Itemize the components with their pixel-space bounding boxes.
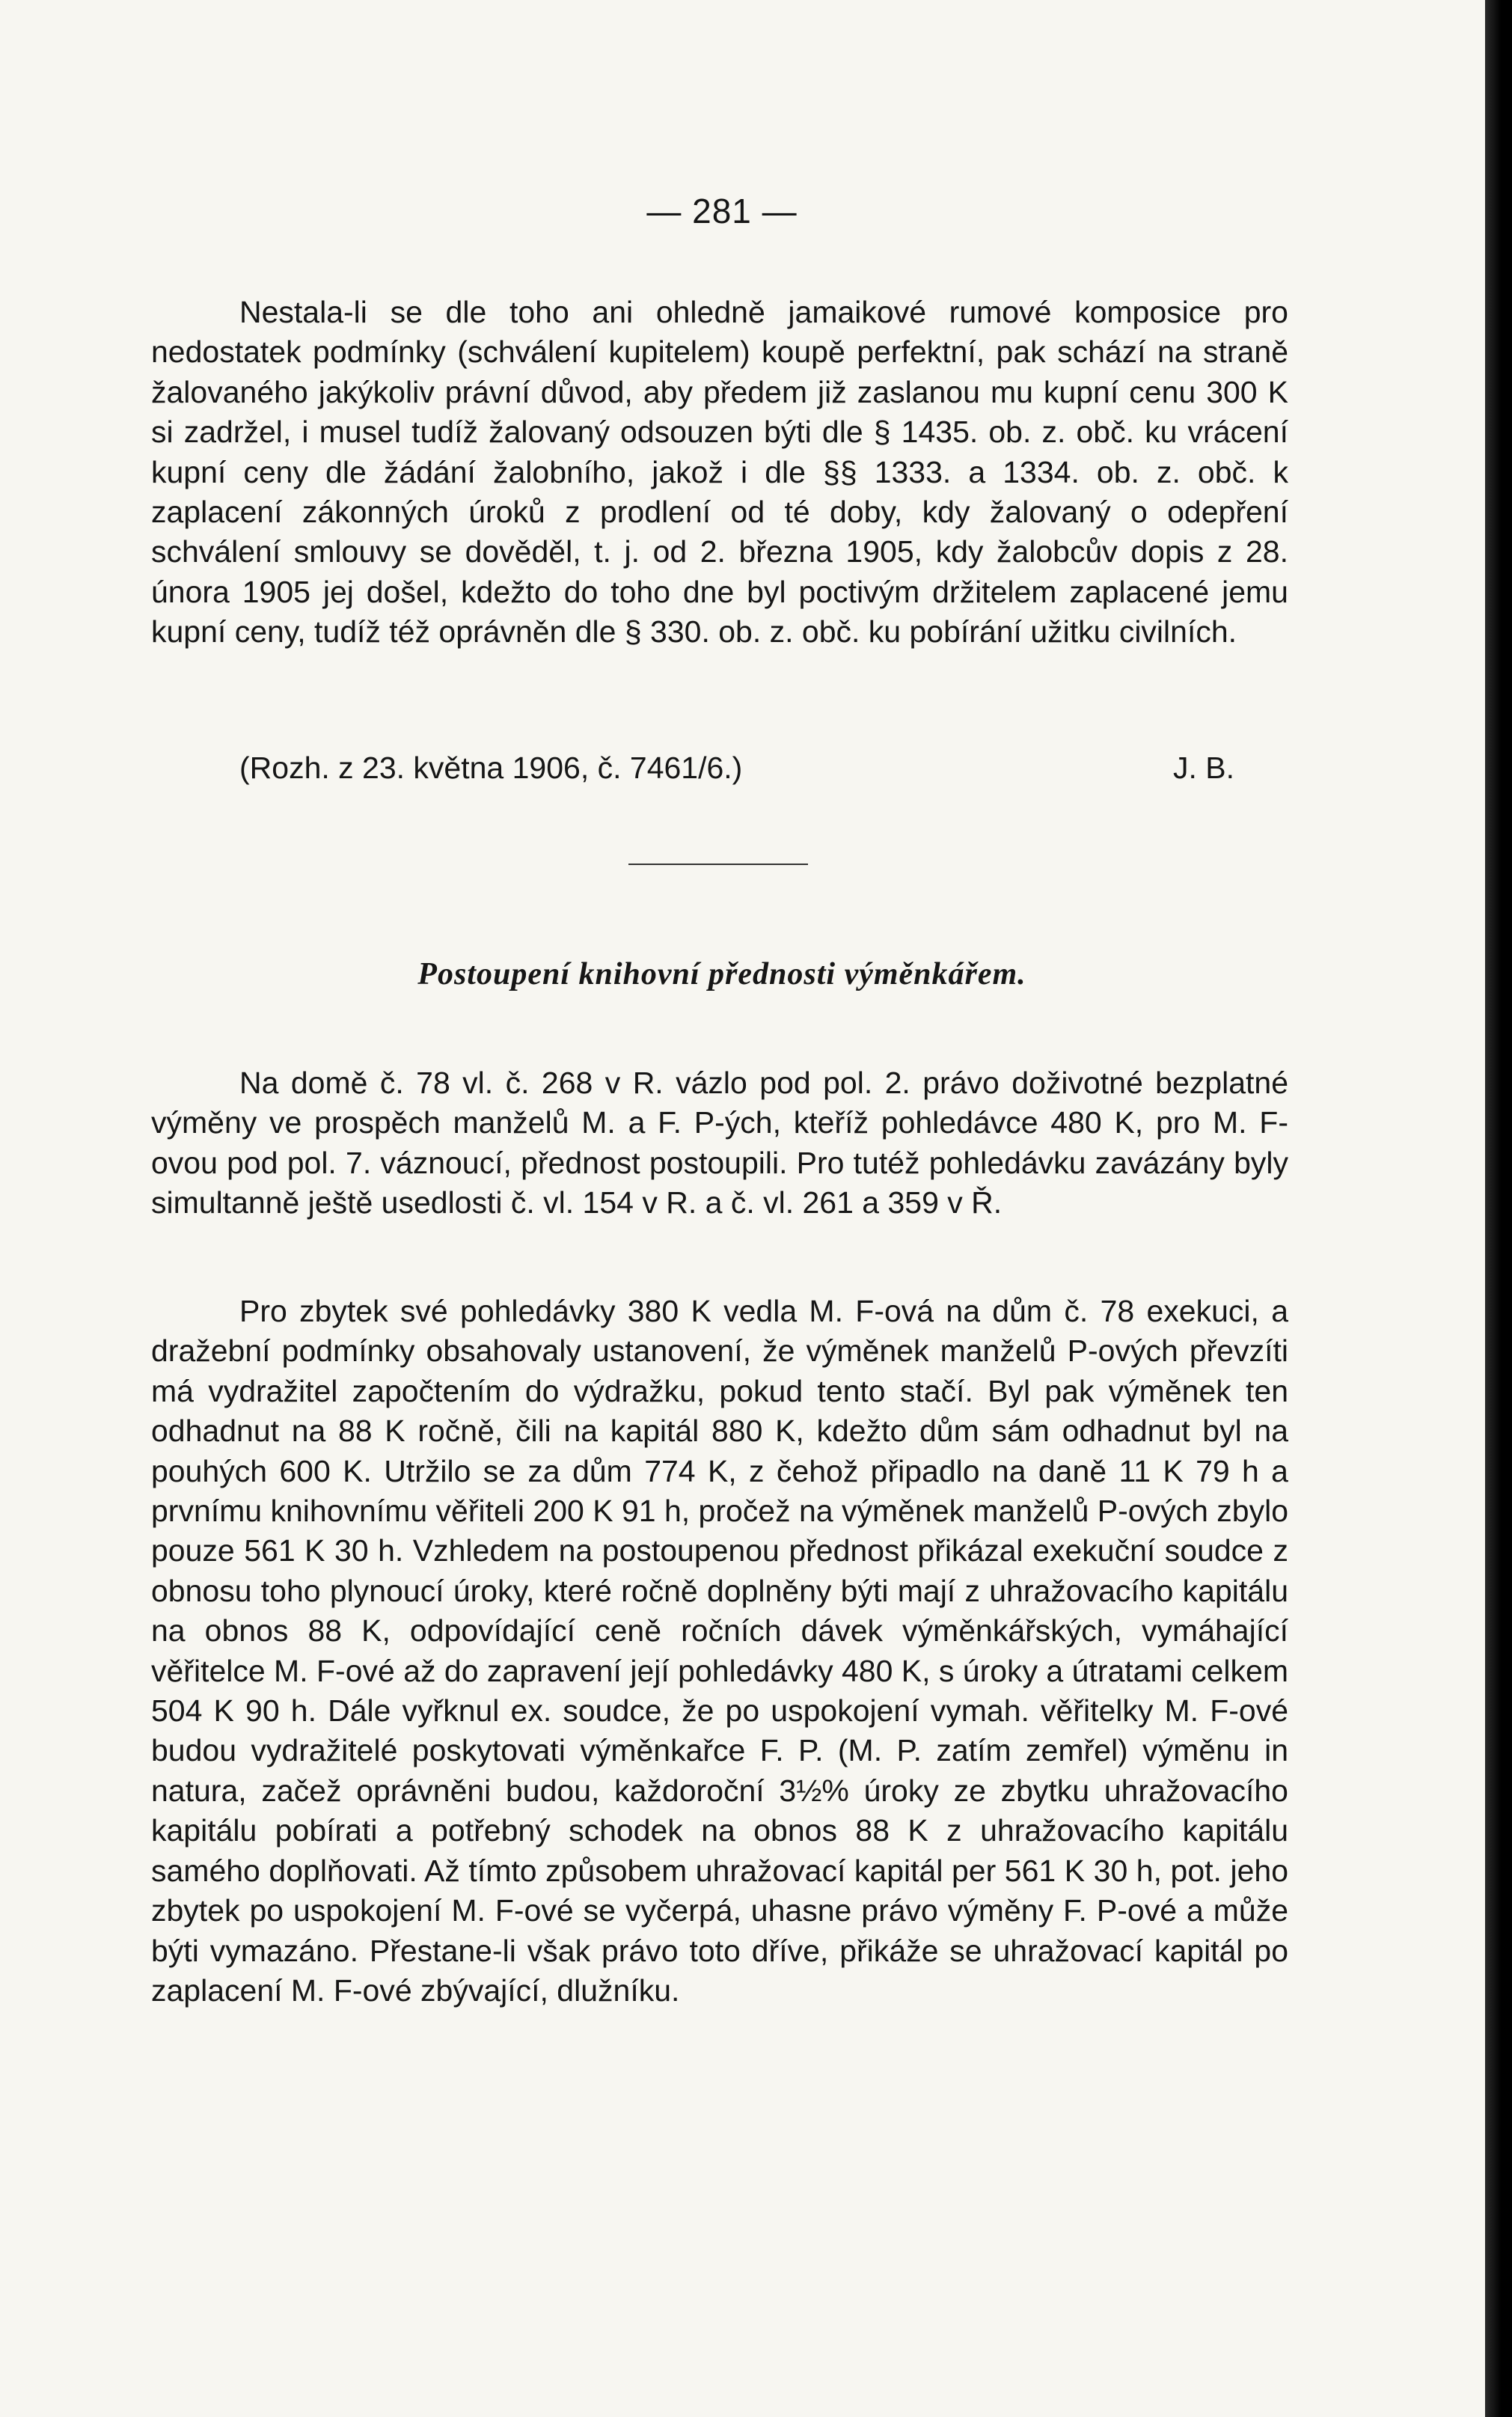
section-separator [628, 864, 808, 865]
paragraph-facts: Na domě č. 78 vl. č. 268 v R. vázlo pod pol. 2. právo doživotné bezplatné výměny ve prospěch manželů M. a F. P-ých, kteříž pohledávce 480 K, pro M. F-ovou pod pol. 7. váznoucí, přednost postoupili. Pro tutéž pohledávku zavázány byly simultanně ještě usedlosti č. vl. 154 v R. a č. vl. 261 a 359 v Ř. [151, 1066, 1288, 1220]
court-citation: (Rozh. z 23. května 1906, č. 7461/6.) [239, 751, 743, 785]
page-edge-shadow [1485, 0, 1512, 2417]
page-number: — 281 — [646, 192, 798, 230]
section-title: Postoupení knihovní přednosti výměnkářem. [417, 957, 1026, 991]
paragraph-ruling-text: Nestala-li se dle toho ani ohledně jamaikové rumové komposice pro nedostatek podmínky (schválení kupitelem) koupě perfektní, pak schází na straně žalovaného jakýkoliv právní důvod, aby předem již zaslanou mu kupní cenu 300 K si zadržel, i musel tudíž žalovaný odsouzen býti dle § 1435. ob. z. obč. ku vrácení kupní ceny dle žádání žalobního, jakož i dle §§ 1333. a 1334. ob. z. obč. k zaplacení zákonných úroků z prodlení od té doby, kdy žalovaný o odepření schválení smlouvy se dověděl, t. j. od 2. března 1905, kdy žalobcův dopis z 28. února 1905 jej došel, kdežto do toho dne byl poctivým držitelem zaplacené jemu kupní ceny, tudíž též oprávněn dle § 330. ob. z. obč. ku pobírání užitku civilních. [151, 295, 1288, 650]
paragraph-execution: Pro zbytek své pohledávky 380 K vedla M. F-ová na dům č. 78 exekuci, a dražební podmínky obsahovaly ustanovení, že výměnek manželů P-ových převzíti má vydražitel započtením do výdražku, pokud tento stačí. Byl pak výměnek ten odhadnut na 88 K ročně, čili na kapitál 880 K, kdežto dům sám odhadnut byl na pouhých 600 K. Utržilo se za dům 774 K, z čehož připadlo na daně 11 K 79 h a prvnímu knihovnímu věřiteli 200 K 91 h, pročež na výměnek manželů P-ových zbylo pouze 561 K 30 h. Vzhledem na postoupenou přednost přikázal exekuční soudce z obnosu toho plynoucí úroky, které ročně doplněny býti mají z uhražovacího kapitálu na obnos 88 K, odpovídající ceně ročních dávek výměnkářských, vymáhající věřitelce M. F-ové až do zapravení její pohledávky 480 K, s úroky a útratami celkem 504 K 90 h. Dále vyřknul ex. soudce, že po uspokojení vymah. věřitelky M. F-ové budou vydražitelé poskytovati výměnkařce F. P. (M. P. zatím zemřel) výměnu in natura, začež oprávněni budou, každoroční 3½% úroky ze zbytku uhražovacího kapitálu pobírati a potřebný schodek na obnos 88 K z uhražovacího kapitálu samého doplňovati. Až tímto způsobem uhražovací kapitál per 561 K 30 h, pot. jeho zbytek po uspokojení M. F-ové se vyčerpá, uhasne právo výměny F. P-ové a může býti vymazáno. Přestane-li však právo toto dříve, přikáže se uhražovací kapitál po zaplacení M. F-ové zbývající, dlužníku. [151, 1294, 1289, 2008]
author-initials: J. B. [1173, 751, 1235, 785]
